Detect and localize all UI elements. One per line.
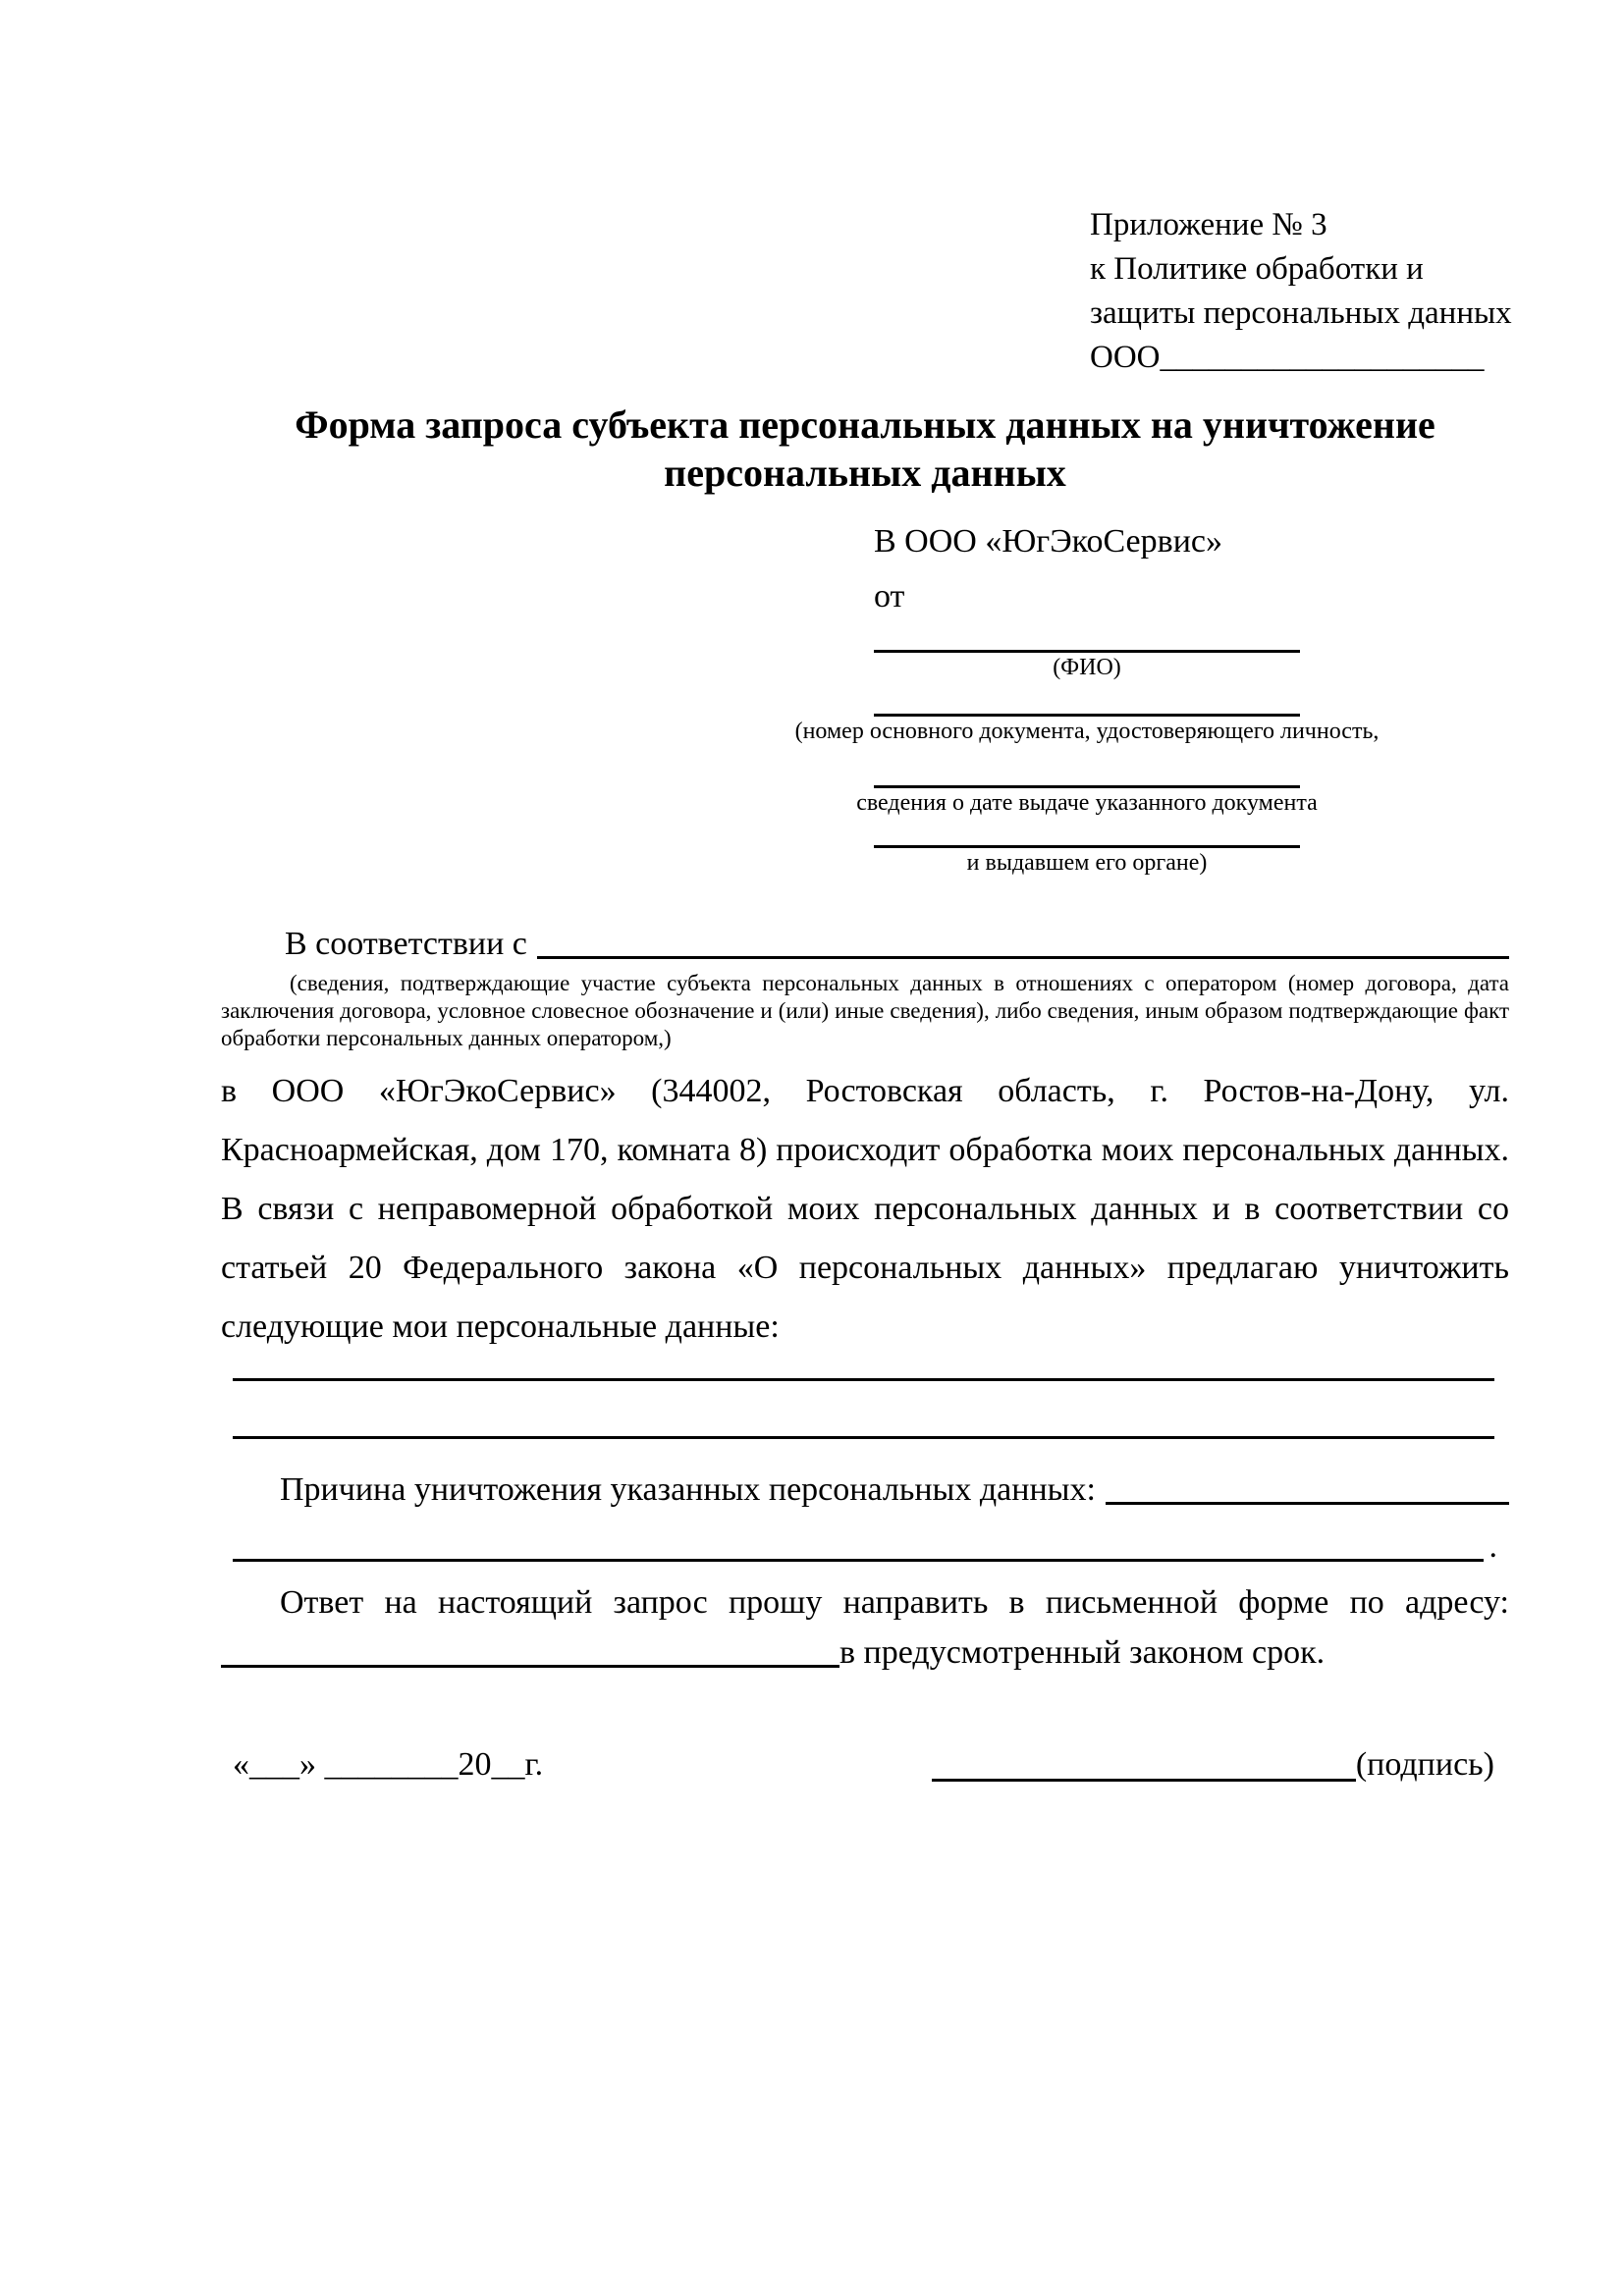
body-line: статьей 20 Федерального закона «О персональных данных» предлагаю уничтожить xyxy=(221,1250,1509,1286)
signature-caption: (подпись) xyxy=(1355,1746,1494,1783)
addressee-from: от xyxy=(874,578,905,614)
footer-row xyxy=(233,1739,1494,1790)
answer-tail-text: в предусмотренный законом срок. xyxy=(839,1634,1326,1671)
body-line: В связи с неправомерной обработкой моих персональных данных и в соответствии со xyxy=(221,1191,1509,1227)
fio-blank-line xyxy=(874,624,1300,653)
body-paragraph xyxy=(221,1062,1509,1357)
answer-address-row xyxy=(221,1629,1509,1677)
address-blank-line xyxy=(221,1665,839,1668)
issuing-authority-blank-line xyxy=(874,818,1300,848)
period-text: . xyxy=(1489,1528,1497,1565)
annex-line-4: ООО____________________ xyxy=(1090,340,1485,375)
addressee-block xyxy=(794,514,1380,878)
note-line: обработки персональных данных оператором,) xyxy=(221,1026,672,1050)
issue-date-blank-line xyxy=(874,746,1300,788)
note-line: (сведения, подтверждающие участие субъекта персональных данных в отношениях с оператором (номер договора, дата xyxy=(290,971,1509,995)
fio-caption: (ФИО) xyxy=(1053,655,1121,680)
body-line: следующие мои персональные данные: xyxy=(221,1308,780,1345)
answer-request-line: Ответ на настоящий запрос прошу направить в письменной форме по адресу: xyxy=(280,1584,1509,1621)
body-line: в ООО «ЮгЭкоСервис» (344002, Ростовская область, г. Ростов-на-Дону, ул. xyxy=(221,1073,1509,1109)
annex-line-2: к Политике обработки и xyxy=(1090,251,1424,287)
annex-line-3: защиты персональных данных xyxy=(1090,295,1512,331)
accordance-blank-line xyxy=(537,956,1509,959)
reason-row xyxy=(221,1467,1509,1514)
document-number-caption: (номер основного документа, удостоверяющего личность, xyxy=(794,719,1380,744)
form-title: Форма запроса субъекта персональных данных на уничтожение персональных данных xyxy=(295,402,1435,495)
annex-line-1: Приложение № 3 xyxy=(1090,207,1327,242)
reason-label: Причина уничтожения указанных персональных данных: xyxy=(280,1471,1096,1508)
annex-header xyxy=(1090,203,1512,380)
reason-blank-line-2 xyxy=(233,1559,1484,1562)
signature-blank-line xyxy=(932,1779,1356,1782)
signature-group xyxy=(932,1739,1494,1790)
issuing-authority-caption: и выдавшем его органе) xyxy=(966,850,1208,876)
document-number-blank-line xyxy=(874,682,1300,717)
addressee-to: В ООО «ЮгЭкоСервис» xyxy=(874,523,1222,560)
personal-data-blank-line-1 xyxy=(233,1349,1494,1381)
accordance-lead: В соответствии с xyxy=(285,926,527,962)
reason-continuation-row xyxy=(221,1523,1497,1571)
personal-data-blank-line-2 xyxy=(233,1407,1494,1439)
note-line: заключения договора, условное словесное обозначение и (или) иные сведения), либо сведения, иным образом подтверждающие факт xyxy=(221,998,1509,1023)
issue-date-caption: сведения о дате выдаче указанного документа xyxy=(856,790,1318,816)
date-line: «___» ________20__г. xyxy=(233,1746,544,1783)
accordance-note xyxy=(221,970,1509,1052)
reason-blank-line xyxy=(1106,1502,1509,1505)
body-line: Красноармейская, дом 170, комната 8) происходит обработка моих персональных данных. xyxy=(221,1132,1509,1168)
accordance-row xyxy=(221,921,1509,968)
